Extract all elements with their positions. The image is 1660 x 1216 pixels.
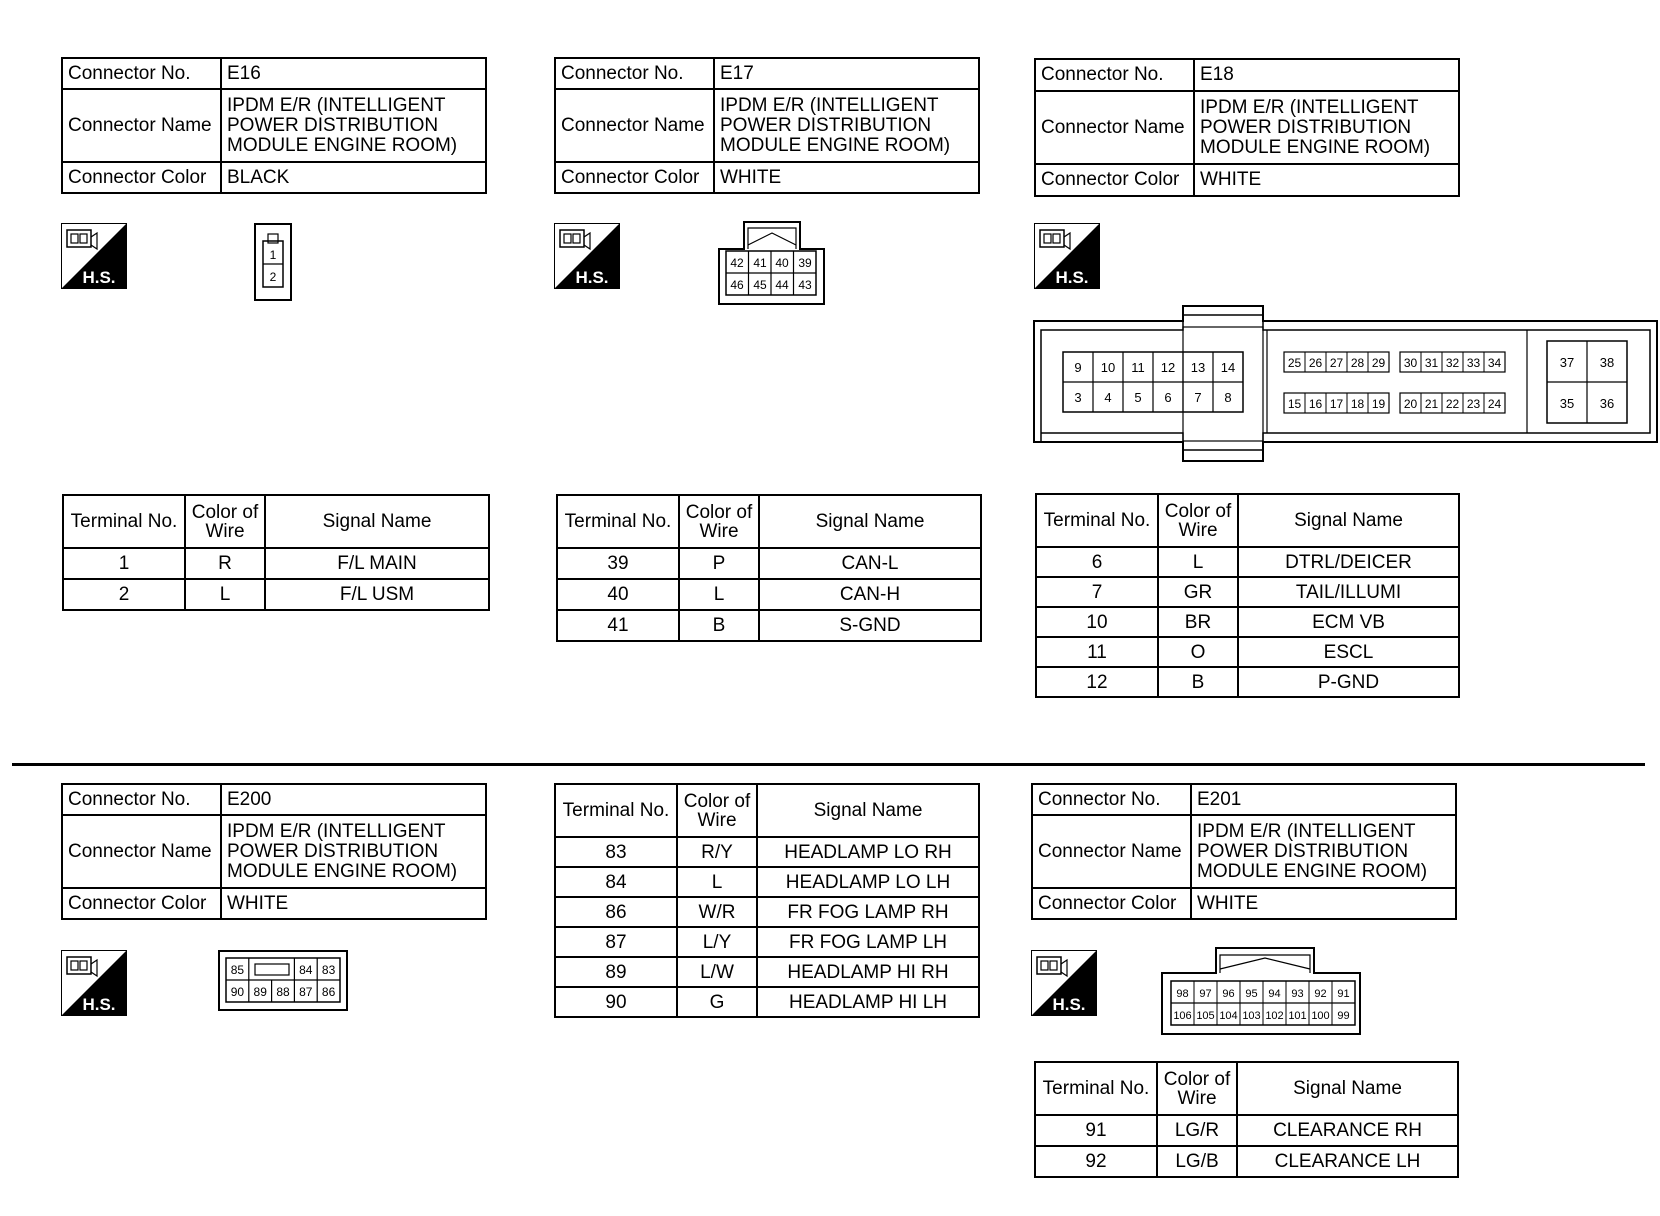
e201-pin: 99 — [1337, 1010, 1350, 1022]
e18-connector-color: WHITE — [1194, 164, 1459, 196]
e18-pin: 15 — [1287, 397, 1302, 411]
wire-color: R/Y — [677, 837, 757, 867]
signal-name: F/L USM — [265, 579, 489, 610]
terminal-no: 1 — [63, 548, 185, 579]
e18-pin: 26 — [1308, 356, 1323, 370]
signal-name: HEADLAMP LO LH — [757, 867, 979, 897]
e18-pin: 5 — [1134, 390, 1142, 405]
e201-pin: 92 — [1314, 988, 1327, 1000]
hs-label: H.S. — [1055, 268, 1089, 287]
terminal-no: 92 — [1035, 1146, 1157, 1177]
e17-pin: 39 — [798, 256, 812, 270]
terminal-no: 84 — [555, 867, 677, 897]
e17-terminal-no-header: Terminal No. — [557, 495, 679, 548]
table-row — [555, 927, 979, 957]
e16-connector-name: IPDM E/R (INTELLIGENT POWER DISTRIBUTION MODULE ENGINE ROOM) — [221, 89, 486, 162]
wire-color: G — [677, 987, 757, 1017]
e201-connector-no: E201 — [1191, 784, 1456, 815]
wire-color: L/W — [677, 957, 757, 987]
e200-wire-color-header: Color of Wire — [677, 784, 757, 837]
table-row — [1036, 667, 1459, 697]
table-row — [1036, 577, 1459, 607]
e201-pin: 105 — [1196, 1010, 1215, 1022]
e200-terminal-table — [554, 783, 980, 1018]
e18-connector-color-label: Connector Color — [1035, 164, 1194, 196]
e18-pin: 24 — [1487, 397, 1502, 411]
e16-info-table — [61, 57, 487, 194]
signal-name: HEADLAMP LO RH — [757, 837, 979, 867]
e201-terminal-table — [1034, 1061, 1459, 1178]
e200-pin: 83 — [321, 963, 336, 977]
e17-pin: 40 — [775, 256, 789, 270]
terminal-no: 91 — [1035, 1115, 1157, 1146]
e18-pin: 9 — [1074, 360, 1082, 375]
e17-pin: 43 — [798, 278, 812, 292]
e18-pin: 4 — [1104, 390, 1112, 405]
e16-connector-face — [254, 223, 294, 301]
hs-label: H.S. — [575, 268, 609, 287]
signal-name: HEADLAMP HI RH — [757, 957, 979, 987]
e200-pin: 88 — [276, 985, 290, 999]
e18-pin: 19 — [1371, 397, 1386, 411]
signal-name: F/L MAIN — [265, 548, 489, 579]
e18-pin: 7 — [1194, 390, 1202, 405]
e18-connector-face — [1033, 305, 1659, 463]
e200-pin: 89 — [253, 985, 267, 999]
table-row — [1035, 1115, 1458, 1146]
e17-connector-no-label: Connector No. — [555, 58, 714, 89]
harness-side-icon — [554, 223, 620, 289]
e18-pin: 32 — [1445, 356, 1460, 370]
e16-connector-color: BLACK — [221, 162, 486, 193]
e201-terminal-no-header: Terminal No. — [1035, 1062, 1157, 1115]
e18-pin: 10 — [1100, 360, 1116, 375]
terminal-no: 10 — [1036, 607, 1158, 637]
e18-signal-name-header: Signal Name — [1238, 494, 1459, 547]
e200-pin: 87 — [299, 985, 313, 999]
e17-connector-face — [718, 221, 826, 305]
e201-pin: 102 — [1265, 1010, 1284, 1022]
terminal-no: 7 — [1036, 577, 1158, 607]
terminal-no: 87 — [555, 927, 677, 957]
e18-pin: 29 — [1371, 356, 1386, 370]
signal-name: DTRL/DEICER — [1238, 547, 1459, 577]
e200-pin: 85 — [230, 963, 245, 977]
wire-color: B — [1158, 667, 1238, 697]
table-row — [1036, 547, 1459, 577]
e201-wire-color-header: Color of Wire — [1157, 1062, 1237, 1115]
signal-name: FR FOG LAMP LH — [757, 927, 979, 957]
e18-pin: 36 — [1599, 396, 1615, 411]
terminal-no: 40 — [557, 579, 679, 610]
e18-pin: 16 — [1308, 397, 1323, 411]
e18-pin: 38 — [1599, 355, 1615, 370]
table-row — [557, 610, 981, 641]
e200-connector-color: WHITE — [221, 888, 486, 919]
e18-pin: 11 — [1131, 360, 1145, 375]
e201-pin: 106 — [1173, 1010, 1192, 1022]
e17-signal-name-header: Signal Name — [759, 495, 981, 548]
e200-pin: 86 — [321, 985, 336, 999]
wire-color: L — [185, 579, 265, 610]
e18-pin: 8 — [1224, 390, 1232, 405]
e18-pin: 20 — [1403, 397, 1418, 411]
e18-info-table — [1034, 58, 1460, 197]
signal-name: CAN-H — [759, 579, 981, 610]
e201-signal-name-header: Signal Name — [1237, 1062, 1458, 1115]
wire-color: LG/B — [1157, 1146, 1237, 1177]
terminal-no: 41 — [557, 610, 679, 641]
e17-pin: 44 — [775, 278, 789, 292]
hs-label: H.S. — [82, 995, 116, 1014]
signal-name: HEADLAMP HI LH — [757, 987, 979, 1017]
e17-connector-color-label: Connector Color — [555, 162, 714, 193]
e17-pin: 41 — [753, 256, 767, 270]
e200-connector-no-label: Connector No. — [62, 784, 221, 815]
e18-terminal-no-header: Terminal No. — [1036, 494, 1158, 547]
e200-pin: 90 — [230, 985, 245, 999]
signal-name: CAN-L — [759, 548, 981, 579]
e18-connector-no: E18 — [1194, 59, 1459, 91]
e201-pin: 97 — [1199, 988, 1212, 1000]
wire-color: BR — [1158, 607, 1238, 637]
signal-name: ECM VB — [1238, 607, 1459, 637]
terminal-no: 12 — [1036, 667, 1158, 697]
e18-pin: 23 — [1466, 397, 1481, 411]
e201-connector-name-label: Connector Name — [1032, 815, 1191, 888]
wire-color: R — [185, 548, 265, 579]
e18-pin: 27 — [1329, 356, 1344, 370]
e200-pin: 84 — [299, 963, 313, 977]
table-row — [557, 579, 981, 610]
e16-terminal-no-header: Terminal No. — [63, 495, 185, 548]
e18-connector-name-label: Connector Name — [1035, 91, 1194, 164]
terminal-no: 89 — [555, 957, 677, 987]
e201-connector-name: IPDM E/R (INTELLIGENT POWER DISTRIBUTION MODULE ENGINE ROOM) — [1191, 815, 1456, 888]
terminal-no: 83 — [555, 837, 677, 867]
e17-wire-color-header: Color of Wire — [679, 495, 759, 548]
e200-connector-no: E200 — [221, 784, 486, 815]
e18-pin: 6 — [1164, 390, 1172, 405]
signal-name: TAIL/ILLUMI — [1238, 577, 1459, 607]
e16-pin-1: 1 — [269, 248, 277, 262]
harness-side-icon — [61, 223, 127, 289]
e16-connector-no-label: Connector No. — [62, 58, 221, 89]
table-row — [557, 548, 981, 579]
table-row — [63, 579, 489, 610]
e18-wire-color-header: Color of Wire — [1158, 494, 1238, 547]
e201-connector-face — [1161, 947, 1362, 1035]
e200-connector-color-label: Connector Color — [62, 888, 221, 919]
e17-pin: 46 — [730, 278, 744, 292]
signal-name: S-GND — [759, 610, 981, 641]
section-divider — [12, 763, 1645, 766]
e17-pin: 45 — [753, 278, 767, 292]
e201-info-table — [1031, 783, 1457, 920]
e18-pin: 13 — [1190, 360, 1206, 375]
e17-connector-name: IPDM E/R (INTELLIGENT POWER DISTRIBUTION MODULE ENGINE ROOM) — [714, 89, 979, 162]
e18-pin: 34 — [1487, 356, 1502, 370]
terminal-no: 6 — [1036, 547, 1158, 577]
hs-label: H.S. — [1052, 995, 1086, 1014]
e18-pin: 37 — [1559, 355, 1575, 370]
e18-pin: 18 — [1350, 397, 1365, 411]
table-row — [555, 867, 979, 897]
table-row — [1035, 1146, 1458, 1177]
e16-pin-2: 2 — [269, 270, 277, 284]
wire-color: GR — [1158, 577, 1238, 607]
e18-pin: 31 — [1424, 356, 1439, 370]
terminal-no: 39 — [557, 548, 679, 579]
e17-pin: 42 — [730, 256, 744, 270]
signal-name: FR FOG LAMP RH — [757, 897, 979, 927]
wire-color: W/R — [677, 897, 757, 927]
terminal-no: 11 — [1036, 637, 1158, 667]
e200-terminal-no-header: Terminal No. — [555, 784, 677, 837]
wire-color: L — [679, 579, 759, 610]
harness-side-icon — [61, 950, 127, 1016]
e201-connector-color: WHITE — [1191, 888, 1456, 919]
e18-pin: 35 — [1559, 396, 1575, 411]
e18-pin: 12 — [1160, 360, 1176, 375]
wire-color: P — [679, 548, 759, 579]
e18-terminal-table — [1035, 493, 1460, 698]
e17-connector-no: E17 — [714, 58, 979, 89]
e201-pin: 96 — [1222, 988, 1235, 1000]
e16-connector-name-label: Connector Name — [62, 89, 221, 162]
e18-pin: 33 — [1466, 356, 1481, 370]
e201-pin: 91 — [1337, 988, 1350, 1000]
signal-name: CLEARANCE LH — [1237, 1146, 1458, 1177]
e18-pin: 17 — [1329, 397, 1344, 411]
terminal-no: 90 — [555, 987, 677, 1017]
wire-color: L — [1158, 547, 1238, 577]
e201-connector-color-label: Connector Color — [1032, 888, 1191, 919]
e201-pin: 93 — [1291, 988, 1304, 1000]
e17-info-table — [554, 57, 980, 194]
e18-pin: 25 — [1287, 356, 1302, 370]
e18-pin: 30 — [1403, 356, 1418, 370]
wire-color: L/Y — [677, 927, 757, 957]
e18-pin: 28 — [1350, 356, 1365, 370]
table-row — [555, 987, 979, 1017]
e18-connector-no-label: Connector No. — [1035, 59, 1194, 91]
hs-label: H.S. — [82, 268, 116, 287]
table-row — [1036, 637, 1459, 667]
e201-pin: 101 — [1288, 1010, 1307, 1022]
terminal-no: 2 — [63, 579, 185, 610]
e17-connector-name-label: Connector Name — [555, 89, 714, 162]
table-row — [555, 837, 979, 867]
e201-pin: 100 — [1311, 1010, 1330, 1022]
e200-connector-name-label: Connector Name — [62, 815, 221, 888]
table-row — [1036, 607, 1459, 637]
wire-color: O — [1158, 637, 1238, 667]
e17-terminal-table — [556, 494, 982, 642]
e17-connector-color: WHITE — [714, 162, 979, 193]
table-row — [555, 957, 979, 987]
harness-side-icon — [1031, 950, 1097, 1016]
e18-pin: 3 — [1074, 390, 1082, 405]
e201-pin: 94 — [1268, 988, 1281, 1000]
terminal-no: 86 — [555, 897, 677, 927]
e18-connector-name: IPDM E/R (INTELLIGENT POWER DISTRIBUTION MODULE ENGINE ROOM) — [1194, 91, 1459, 164]
e16-terminal-table — [62, 494, 490, 611]
e16-connector-no: E16 — [221, 58, 486, 89]
e16-wire-color-header: Color of Wire — [185, 495, 265, 548]
e201-pin: 104 — [1219, 1010, 1238, 1022]
e201-pin: 103 — [1242, 1010, 1261, 1022]
e201-pin: 98 — [1176, 988, 1189, 1000]
wire-color: L — [677, 867, 757, 897]
signal-name: CLEARANCE RH — [1237, 1115, 1458, 1146]
signal-name: ESCL — [1238, 637, 1459, 667]
e16-connector-color-label: Connector Color — [62, 162, 221, 193]
e200-signal-name-header: Signal Name — [757, 784, 979, 837]
e18-pin: 21 — [1424, 397, 1439, 411]
e201-connector-no-label: Connector No. — [1032, 784, 1191, 815]
harness-side-icon — [1034, 223, 1100, 289]
e18-pin: 14 — [1220, 360, 1236, 375]
table-row — [555, 897, 979, 927]
e16-signal-name-header: Signal Name — [265, 495, 489, 548]
e200-connector-face — [218, 950, 348, 1011]
signal-name: P-GND — [1238, 667, 1459, 697]
e18-pin: 22 — [1445, 397, 1460, 411]
e200-connector-name: IPDM E/R (INTELLIGENT POWER DISTRIBUTION MODULE ENGINE ROOM) — [221, 815, 486, 888]
wire-color: LG/R — [1157, 1115, 1237, 1146]
e201-pin: 95 — [1245, 988, 1258, 1000]
e200-info-table — [61, 783, 487, 920]
table-row — [63, 548, 489, 579]
wire-color: B — [679, 610, 759, 641]
